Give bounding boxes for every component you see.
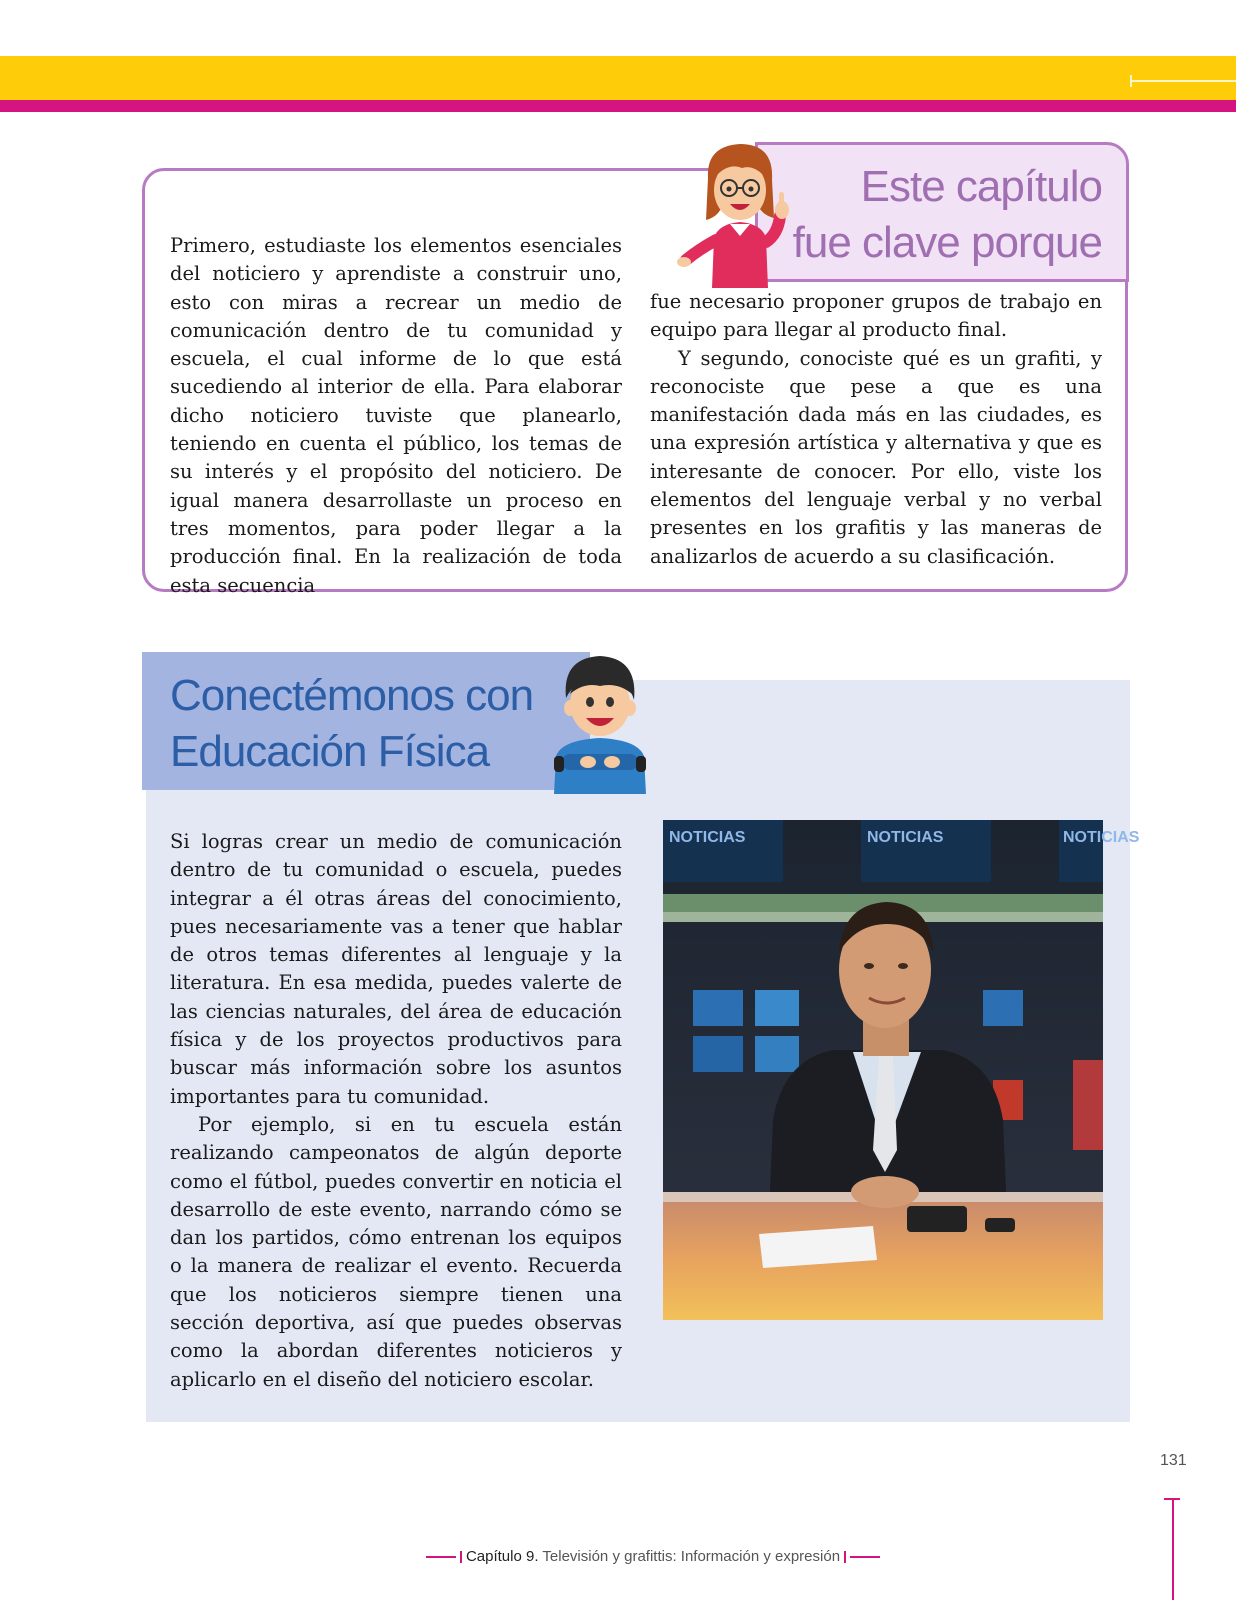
summary-right-paragraph-1: fue necesario proponer grupos de trabajo en equipo para llegar al producto final.: [650, 290, 1102, 342]
boy-student-icon: [548, 648, 652, 794]
header-band-magenta: [0, 100, 1236, 112]
connect-title: [170, 668, 533, 780]
footer-lead-line: [426, 1556, 456, 1558]
summary-right-paragraph-2: Y segundo, conociste qué es un grafiti, y reconociste que pese a que es una manifestación dada más en las ciudades, es una expresión artística y alternativa y que es interesante de conocer. Por ello, viste los elementos del lenguaje verbal y no verbal presentes en los grafitis y las maneras de analizarlos de acuerdo a su clasificación.: [650, 346, 1102, 568]
girl-teacher-icon: [678, 138, 808, 288]
footer-left-cap: [460, 1551, 462, 1563]
connect-title-line1: Conectémonos con: [170, 671, 534, 720]
connect-paragraph-1: Si logras crear un medio de comunicación dentro de tu comunidad o escuela, puedes integrar a él otras áreas del conocimiento, pues necesariamente vas a tener que hablar de otros temas diferentes al lenguaje y la literatura. En esa medida, puedes valerte de las ciencias naturales, del área de educación física y de los proyectos productivos para buscar más información sobre los asuntos importantes para tu comunidad.: [170, 830, 622, 1108]
footer-right-cap: [844, 1551, 846, 1563]
footer: [418, 1548, 888, 1572]
header-band-yellow: [0, 56, 1236, 100]
page-number: 131: [1160, 1452, 1187, 1469]
footer-chapter-title: Televisión y grafittis: Información y expresión: [542, 1548, 841, 1565]
monitor-label-1: NOTICIAS: [669, 829, 746, 846]
summary-left-column: [170, 232, 622, 600]
summary-title-panel: [755, 142, 1129, 282]
footer-trail-line: [850, 1556, 880, 1558]
monitor-label-3: NOTICIAS: [1063, 829, 1140, 846]
summary-title: [793, 159, 1102, 271]
connect-text-column: [170, 828, 622, 1394]
summary-right-column: [650, 288, 1102, 571]
page-number-rule: [1172, 1498, 1174, 1600]
summary-left-paragraph: Primero, estudiaste los elementos esenciales del noticiero y aprendiste a construir uno, esto con miras a recrear un medio de comunicación dentro de tu comunidad y escuela, el cual informe de lo que está sucediendo al interior de ella. Para elaborar dicho noticiero tuviste que planearlo, teniendo en cuenta el público, los temas de su interés y el propósito del noticiero. De igual manera desarrollaste un proceso en tres momentos, para poder llegar a la producción final. En la realización de toda esta secuencia: [170, 234, 622, 597]
summary-title-line2: fue clave porque: [792, 218, 1102, 267]
connect-paragraph-2: Por ejemplo, si en tu escuela están realizando campeonatos de algún deporte como el fútbol, puedes convertir en noticia el desarrollo de este evento, narrando cómo se dan los partidos, cómo entrenan los equipos o la manera de realizar el evento. Recuerda que los noticieros siempre tienen una sección deportiva, así que puedes observas como la abordan diferentes noticieros y aplicarlo en el diseño del noticiero escolar.: [170, 1112, 622, 1391]
monitor-label-2: NOTICIAS: [867, 829, 944, 846]
summary-title-line1: Este capítulo: [860, 162, 1102, 211]
connect-title-line2: Educación Física: [170, 727, 490, 776]
header-tick-cap: [1130, 75, 1132, 87]
footer-chapter-label: Capítulo 9.: [465, 1548, 539, 1565]
news-anchor-photo: [663, 820, 1140, 1350]
header-tick-line: [1130, 80, 1236, 82]
